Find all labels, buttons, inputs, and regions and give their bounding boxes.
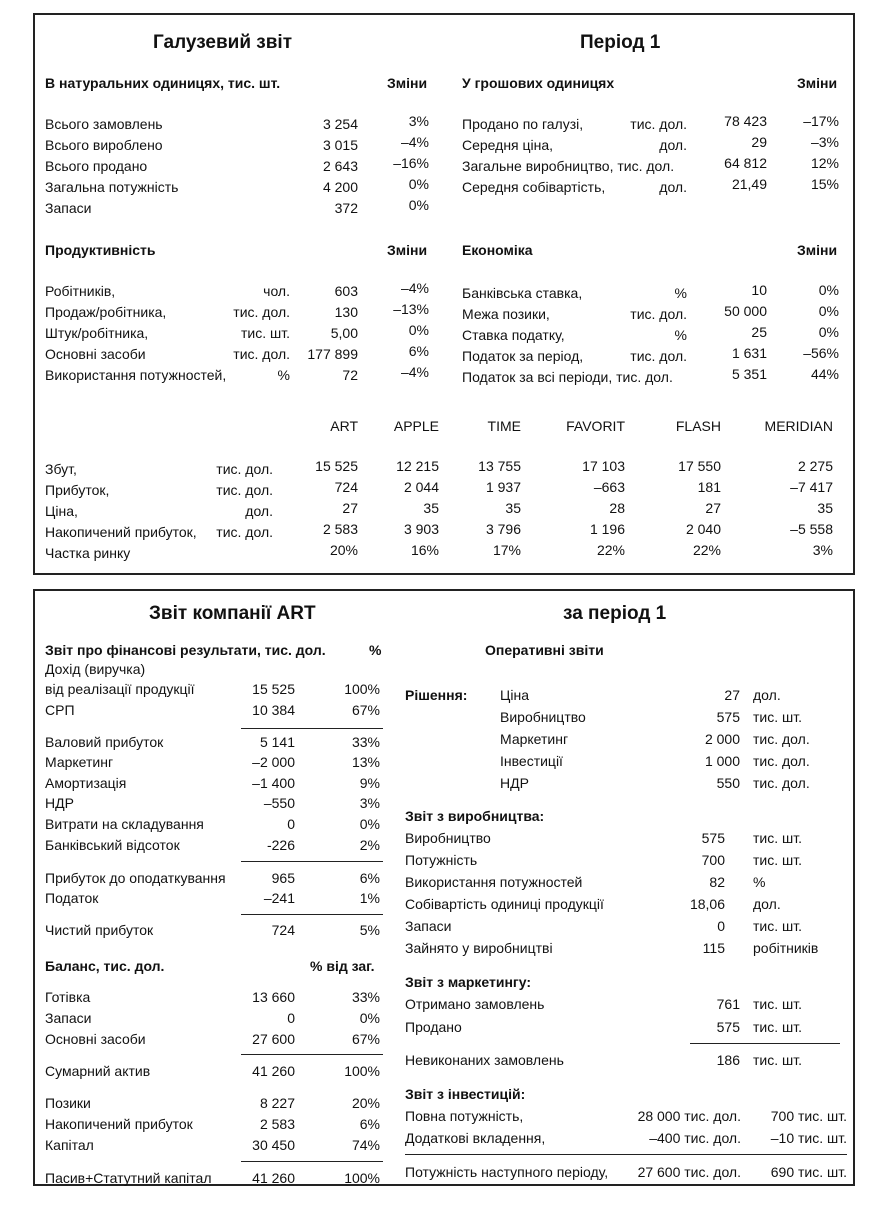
- company-report-title: Звіт компанії ART: [149, 603, 316, 624]
- income-row-pct: 9%: [359, 775, 380, 791]
- marketing-row-value: 186: [716, 1052, 740, 1068]
- production-row-value: 700: [701, 852, 725, 868]
- natural-row-change: 3%: [408, 113, 429, 129]
- productivity-row-unit: тис. шт.: [241, 325, 290, 341]
- production-report-heading: Звіт з виробництва:: [405, 808, 545, 824]
- company-column-header: TIME: [487, 418, 521, 434]
- economy-row-change: 44%: [810, 366, 839, 382]
- company-row-cell: 17%: [492, 542, 521, 558]
- company-row-cell: 22%: [692, 542, 721, 558]
- balance-row-pct: 74%: [351, 1137, 380, 1153]
- company-row-cell: 2 040: [685, 521, 721, 537]
- income-row-value: 15 525: [252, 681, 295, 697]
- income-row-pct: 100%: [344, 681, 380, 697]
- company-row-cell: 2 275: [797, 458, 833, 474]
- marketing-row-value: 575: [716, 1019, 740, 1035]
- productivity-row-change: 0%: [408, 322, 429, 338]
- income-row-value: 0: [287, 816, 295, 832]
- productivity-row-change: 6%: [408, 343, 429, 359]
- investment-row-label: Повна потужність,: [405, 1108, 524, 1124]
- investment-divider: [405, 1154, 847, 1155]
- income-row-label: Банківський відсоток: [45, 837, 180, 853]
- money-row-change: –17%: [803, 113, 839, 129]
- economy-row-label: Банківська ставка,: [462, 285, 583, 301]
- income-divider: [241, 728, 383, 729]
- balance-row-value: 27 600: [252, 1031, 295, 1047]
- economy-row-label: Податок за період,: [462, 348, 584, 364]
- company-row-cell: 3 903: [403, 521, 439, 537]
- income-row-label: Витрати на складування: [45, 816, 204, 832]
- production-row-unit: дол.: [753, 896, 781, 912]
- productivity-row-value: 5,00: [330, 325, 358, 341]
- company-row-cell: 12 215: [396, 458, 439, 474]
- investment-row-label: Додаткові вкладення,: [405, 1130, 546, 1146]
- production-row-label: Собівартість одиниці продукції: [405, 896, 604, 912]
- company-row-cell: 724: [334, 479, 358, 495]
- money-row-value: 29: [751, 134, 767, 150]
- economy-row-change: –56%: [803, 345, 839, 361]
- economy-changes-heading: Зміни: [797, 242, 838, 258]
- economy-row-unit: %: [674, 285, 687, 301]
- decision-row-value: 27: [724, 687, 740, 703]
- economy-row-value: 25: [751, 324, 767, 340]
- decision-row-value: 550: [716, 775, 740, 791]
- company-row-label: Ціна,: [45, 503, 78, 519]
- economy-row-unit: тис. дол.: [630, 348, 687, 364]
- income-row-pct: 0%: [359, 816, 380, 832]
- decision-row-label: Ціна: [500, 687, 529, 703]
- investment-row-label: Потужність наступного періоду,: [405, 1164, 609, 1180]
- natural-row-value: 372: [334, 200, 358, 216]
- balance-row-label: Позики: [45, 1095, 91, 1111]
- company-column-header: APPLE: [393, 418, 439, 434]
- income-row-value: –241: [263, 890, 295, 906]
- productivity-row-value: 177 899: [307, 346, 358, 362]
- company-row-cell: 35: [505, 500, 521, 516]
- company-row-cell: 181: [697, 479, 721, 495]
- investment-row-value2: 700 тис. шт.: [770, 1108, 847, 1124]
- marketing-row-label: Невиконаних замовлень: [405, 1052, 564, 1068]
- money-row-unit: дол.: [659, 137, 687, 153]
- economy-row-change: 0%: [818, 324, 839, 340]
- money-row-value: 64 812: [724, 155, 767, 171]
- income-row-label: Маркетинг: [45, 754, 114, 770]
- productivity-row-label: Робітників,: [45, 283, 116, 299]
- industry-report-panel: [33, 13, 855, 575]
- natural-row-label: Всього вироблено: [45, 137, 163, 153]
- company-row-label: Збут,: [45, 461, 77, 477]
- income-row-label: Чистий прибуток: [45, 922, 154, 938]
- income-row-pct: 13%: [351, 754, 380, 770]
- money-changes-heading: Зміни: [797, 75, 838, 91]
- balance-row-pct: 33%: [351, 989, 380, 1005]
- balance-row-label: Накопичений прибуток: [45, 1116, 193, 1132]
- productivity-row-unit: чол.: [263, 283, 290, 299]
- economy-row-value: 1 631: [731, 345, 767, 361]
- operative-reports-heading: Оперативні звіти: [485, 642, 604, 658]
- period-title: Період 1: [580, 32, 661, 53]
- company-row-cell: 17 103: [582, 458, 625, 474]
- natural-row-change: –4%: [400, 134, 429, 150]
- money-row-change: 12%: [810, 155, 839, 171]
- money-row-label: Загальне виробництво, тис. дол.: [462, 158, 675, 174]
- economy-row-label: Податок за всі періоди, тис. дол.: [462, 369, 673, 385]
- balance-row-value: 8 227: [259, 1095, 295, 1111]
- company-row-unit: тис. дол.: [216, 461, 273, 477]
- natural-row-change: 0%: [408, 197, 429, 213]
- income-row-label: від реалізації продукції: [45, 681, 195, 697]
- balance-row-label: Сумарний актив: [45, 1063, 151, 1079]
- economy-row-unit: %: [674, 327, 687, 343]
- company-row-cell: 17 550: [678, 458, 721, 474]
- productivity-row-unit: тис. дол.: [233, 304, 290, 320]
- natural-row-change: 0%: [408, 176, 429, 192]
- investment-row-value2: –10 тис. шт.: [770, 1130, 847, 1146]
- decision-row-unit: тис. дол.: [753, 775, 810, 791]
- decision-row-label: НДР: [500, 775, 529, 791]
- income-divider: [241, 861, 383, 862]
- money-row-unit: дол.: [659, 179, 687, 195]
- decision-row-value: 2 000: [704, 731, 740, 747]
- income-row-value: –1 400: [252, 775, 295, 791]
- economy-row-value: 50 000: [724, 303, 767, 319]
- company-row-cell: 1 196: [589, 521, 625, 537]
- natural-row-change: –16%: [393, 155, 429, 171]
- balance-row-label: Капітал: [45, 1137, 94, 1153]
- decision-row-label: Виробництво: [500, 709, 586, 725]
- income-row-value: 10 384: [252, 702, 295, 718]
- production-row-value: 575: [701, 830, 725, 846]
- balance-divider: [241, 1161, 383, 1162]
- decision-row-label: Маркетинг: [500, 731, 569, 747]
- productivity-row-label: Основні засоби: [45, 346, 146, 362]
- production-row-label: Зайнято у виробництві: [405, 940, 553, 956]
- company-row-cell: 35: [423, 500, 439, 516]
- marketing-divider: [690, 1043, 840, 1044]
- income-row-label: Прибуток до оподаткування: [45, 870, 226, 886]
- money-units-heading: У грошових одиницях: [462, 75, 615, 91]
- natural-row-label: Всього продано: [45, 158, 148, 174]
- balance-row-pct: 20%: [351, 1095, 380, 1111]
- productivity-row-change: –13%: [393, 301, 429, 317]
- company-row-label: Частка ринку: [45, 545, 131, 561]
- production-row-value: 82: [709, 874, 725, 890]
- economy-heading: Економіка: [462, 242, 533, 258]
- marketing-row-value: 761: [716, 996, 740, 1012]
- natural-row-label: Всього замовлень: [45, 116, 163, 132]
- company-row-cell: 3 796: [485, 521, 521, 537]
- company-row-cell: 35: [817, 500, 833, 516]
- economy-row-label: Ставка податку,: [462, 327, 565, 343]
- money-row-change: –3%: [810, 134, 839, 150]
- balance-row-value: 13 660: [252, 989, 295, 1005]
- balance-row-pct: 6%: [359, 1116, 380, 1132]
- production-row-unit: тис. шт.: [753, 918, 802, 934]
- production-row-label: Виробництво: [405, 830, 491, 846]
- balance-row-value: 41 260: [252, 1170, 295, 1186]
- balance-divider: [241, 1054, 383, 1055]
- production-row-unit: %: [753, 874, 766, 890]
- production-row-value: 18,06: [689, 896, 725, 912]
- investment-row-value: –400 тис. дол.: [649, 1130, 741, 1146]
- production-row-label: Потужність: [405, 852, 478, 868]
- company-row-cell: 2 583: [322, 521, 358, 537]
- decision-row-unit: тис. шт.: [753, 709, 802, 725]
- natural-changes-heading: Зміни: [387, 75, 428, 91]
- balance-row-value: 41 260: [252, 1063, 295, 1079]
- revenue-label: Дохід (виручка): [45, 661, 146, 677]
- production-row-unit: тис. шт.: [753, 830, 802, 846]
- company-column-header: ART: [330, 418, 358, 434]
- income-row-pct: 3%: [359, 795, 380, 811]
- money-row-change: 15%: [810, 176, 839, 192]
- production-row-label: Запаси: [405, 918, 452, 934]
- balance-row-pct: 0%: [359, 1010, 380, 1026]
- productivity-row-unit: тис. дол.: [233, 346, 290, 362]
- productivity-row-value: 130: [334, 304, 358, 320]
- decision-row-value: 575: [716, 709, 740, 725]
- balance-row-value: 2 583: [259, 1116, 295, 1132]
- productivity-row-change: –4%: [400, 280, 429, 296]
- income-row-value: –2 000: [252, 754, 295, 770]
- balance-row-label: Запаси: [45, 1010, 92, 1026]
- company-row-cell: 22%: [596, 542, 625, 558]
- industry-report-title: Галузевий звіт: [153, 32, 293, 53]
- company-period-title: за період 1: [563, 603, 667, 624]
- economy-row-value: 10: [751, 282, 767, 298]
- income-row-pct: 5%: [359, 922, 380, 938]
- money-row-label: Продано по галузі,: [462, 116, 584, 132]
- income-row-label: Податок: [45, 890, 99, 906]
- income-row-value: 724: [271, 922, 295, 938]
- income-row-value: 5 141: [259, 734, 295, 750]
- income-pct-heading: %: [369, 642, 382, 658]
- company-column-header: MERIDIAN: [764, 418, 833, 434]
- balance-heading: Баланс, тис. дол.: [45, 958, 165, 974]
- company-row-cell: 3%: [812, 542, 833, 558]
- company-row-unit: тис. дол.: [216, 482, 273, 498]
- economy-row-change: 0%: [818, 282, 839, 298]
- company-row-label: Прибуток,: [45, 482, 110, 498]
- decision-row-unit: дол.: [753, 687, 781, 703]
- balance-pct-heading: % від заг.: [310, 958, 375, 974]
- income-row-label: Валовий прибуток: [45, 734, 164, 750]
- investment-row-value2: 690 тис. шт.: [770, 1164, 847, 1180]
- productivity-changes-heading: Зміни: [387, 242, 428, 258]
- production-row-value: 115: [702, 940, 725, 956]
- productivity-row-label: Використання потужностей,: [45, 367, 227, 383]
- company-column-header: FAVORIT: [566, 418, 625, 434]
- money-row-value: 21,49: [731, 176, 767, 192]
- income-row-label: НДР: [45, 795, 74, 811]
- natural-row-value: 3 254: [322, 116, 358, 132]
- investment-report-heading: Звіт з інвестицій:: [405, 1086, 526, 1102]
- marketing-row-label: Продано: [405, 1019, 462, 1035]
- decision-row-value: 1 000: [704, 753, 740, 769]
- company-row-cell: –663: [593, 479, 625, 495]
- company-row-cell: 1 937: [485, 479, 521, 495]
- company-row-cell: 27: [705, 500, 721, 516]
- company-row-cell: 2 044: [403, 479, 439, 495]
- marketing-row-label: Отримано замовлень: [405, 996, 545, 1012]
- production-row-label: Використання потужностей: [405, 874, 583, 890]
- investment-row-value: 28 000 тис. дол.: [637, 1108, 741, 1124]
- company-row-cell: –5 558: [790, 521, 833, 537]
- income-row-pct: 33%: [351, 734, 380, 750]
- money-row-label: Середня собівартість,: [462, 179, 606, 195]
- economy-row-value: 5 351: [731, 366, 767, 382]
- marketing-report-heading: Звіт з маркетингу:: [405, 974, 531, 990]
- productivity-row-value: 72: [342, 367, 358, 383]
- balance-row-value: 30 450: [252, 1137, 295, 1153]
- decisions-label: Рішення:: [405, 687, 468, 703]
- income-row-pct: 2%: [359, 837, 380, 853]
- production-row-unit: тис. шт.: [753, 852, 802, 868]
- balance-row-pct: 100%: [344, 1063, 380, 1079]
- company-row-unit: тис. дол.: [216, 524, 273, 540]
- natural-row-value: 4 200: [322, 179, 358, 195]
- balance-row-label: Основні засоби: [45, 1031, 146, 1047]
- productivity-heading: Продуктивність: [45, 242, 156, 258]
- company-row-cell: 28: [609, 500, 625, 516]
- income-row-value: –550: [263, 795, 295, 811]
- natural-row-label: Загальна потужність: [45, 179, 179, 195]
- natural-row-value: 3 015: [322, 137, 358, 153]
- balance-row-pct: 100%: [344, 1170, 380, 1186]
- company-row-cell: 13 755: [478, 458, 521, 474]
- productivity-row-value: 603: [334, 283, 358, 299]
- balance-row-label: Готівка: [45, 989, 91, 1005]
- economy-row-unit: тис. дол.: [630, 306, 687, 322]
- balance-row-label: Пасив+Статутний капітал: [45, 1170, 212, 1186]
- production-row-value: 0: [717, 918, 725, 934]
- decision-row-unit: тис. дол.: [753, 753, 810, 769]
- company-row-unit: дол.: [245, 503, 273, 519]
- income-divider: [241, 914, 383, 915]
- income-row-pct: 67%: [351, 702, 380, 718]
- decision-row-unit: тис. дол.: [753, 731, 810, 747]
- production-row-unit: робітників: [753, 940, 819, 956]
- balance-row-value: 0: [287, 1010, 295, 1026]
- marketing-row-unit: тис. шт.: [753, 1019, 802, 1035]
- balance-row-pct: 67%: [351, 1031, 380, 1047]
- productivity-row-label: Штук/робітника,: [45, 325, 149, 341]
- economy-row-change: 0%: [818, 303, 839, 319]
- income-row-value: 965: [271, 870, 295, 886]
- money-row-value: 78 423: [724, 113, 767, 129]
- natural-units-heading: В натуральних одиницях, тис. шт.: [45, 75, 281, 91]
- company-row-cell: 16%: [410, 542, 439, 558]
- decision-row-label: Інвестиції: [500, 753, 563, 769]
- productivity-row-label: Продаж/робітника,: [45, 304, 167, 320]
- money-row-label: Середня ціна,: [462, 137, 554, 153]
- company-row-cell: 27: [342, 500, 358, 516]
- company-row-label: Накопичений прибуток,: [45, 524, 197, 540]
- productivity-row-change: –4%: [400, 364, 429, 380]
- company-row-cell: –7 417: [790, 479, 833, 495]
- income-row-label: Амортизація: [45, 775, 127, 791]
- investment-row-value: 27 600 тис. дол.: [637, 1164, 741, 1180]
- income-row-label: СРП: [45, 702, 75, 718]
- income-statement-heading: Звіт про фінансові результати, тис. дол.: [45, 642, 326, 658]
- income-row-pct: 6%: [359, 870, 380, 886]
- income-row-value: -226: [266, 837, 295, 853]
- natural-row-label: Запаси: [45, 200, 92, 216]
- company-report-panel: [33, 589, 855, 1186]
- natural-row-value: 2 643: [322, 158, 358, 174]
- company-row-cell: 15 525: [315, 458, 358, 474]
- company-column-header: FLASH: [675, 418, 721, 434]
- marketing-row-unit: тис. шт.: [753, 996, 802, 1012]
- marketing-row-unit: тис. шт.: [753, 1052, 802, 1068]
- income-row-pct: 1%: [359, 890, 380, 906]
- money-row-unit: тис. дол.: [630, 116, 687, 132]
- company-row-cell: 20%: [329, 542, 358, 558]
- economy-row-label: Межа позики,: [462, 306, 550, 322]
- productivity-row-unit: %: [277, 367, 290, 383]
